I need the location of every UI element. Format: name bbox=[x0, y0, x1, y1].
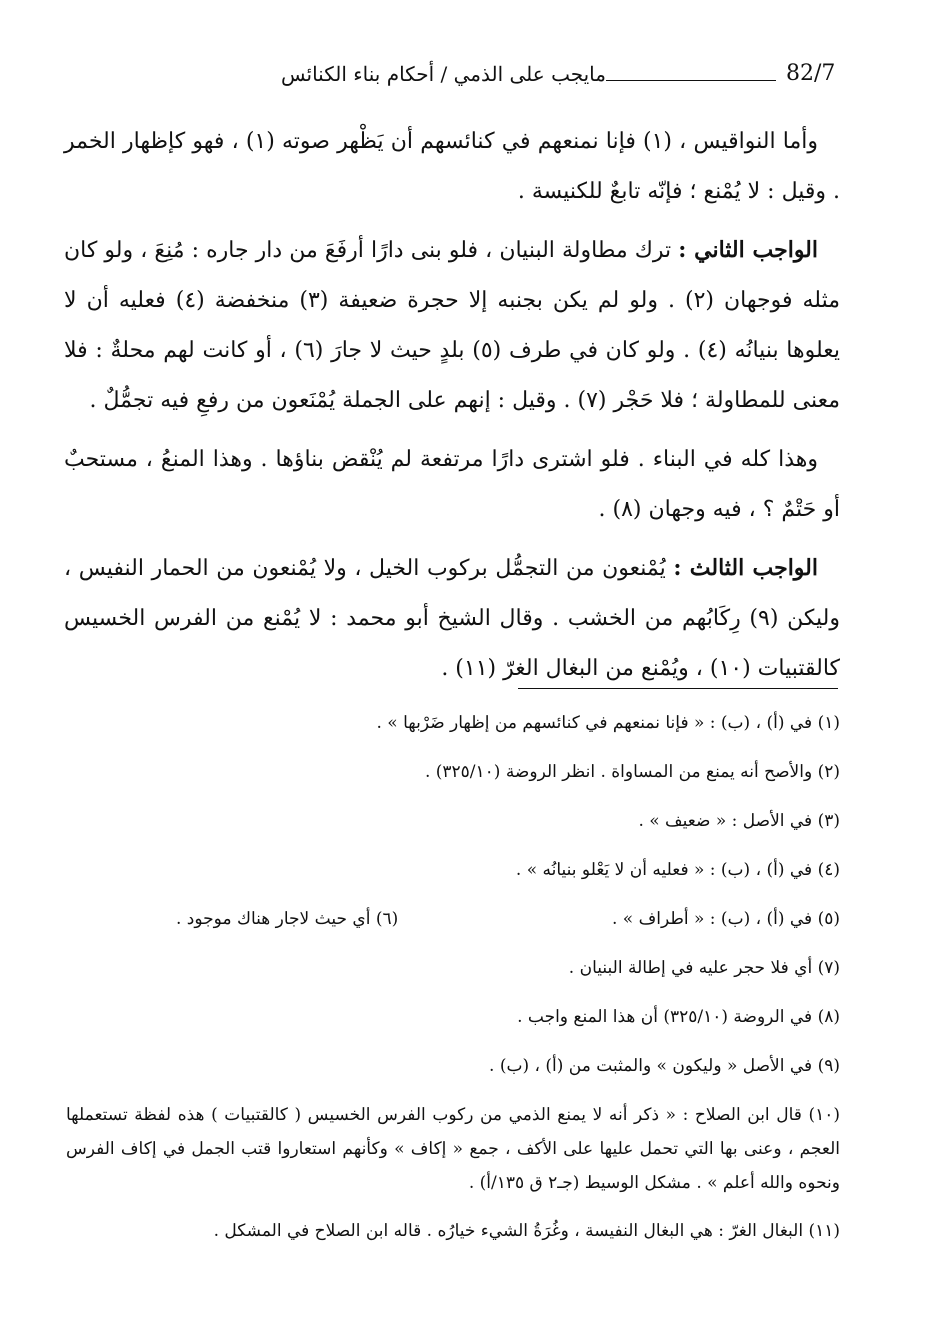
paragraph-text: وأما النواقيس ، (١) فإنا نمنعهم في كنائسهم أن يَظْهر صوته (١) ، فهو كإظهار الخمر . وقيل : لا يُمْنع ؛ فإنّه تابعٌ للكنيسة . bbox=[64, 129, 840, 204]
footnote: (٥) في (أ) ، (ب) : « أطراف » . bbox=[612, 909, 840, 929]
footnote: (٩) في الأصل « وليكون » والمثبت من (أ) ، (ب) . bbox=[489, 1056, 840, 1076]
header-title: مايجب على الذمي / أحكام بناء الكنائس bbox=[281, 62, 606, 86]
paragraph bbox=[64, 434, 840, 535]
paragraph bbox=[64, 543, 840, 694]
footnote-separator bbox=[518, 688, 838, 689]
footnote: (١٠) قال ابن الصلاح : « ذكر أنه لا يمنع الذمي من ركوب الفرس الخسيس ( كالقتبيات ) هذه لفظة تستعملها العجم ، وعنى بها التي تحمل عليها على الأكف ، جمع « إكاف » وكأنهم استعاروا قتب الجمل في إكاف الفرس ونحوه والله أعلم » . مشكل الوسيط (جـ٢ ق ١٣٥/أ) . bbox=[66, 1105, 840, 1193]
footnote: (١) في (أ) ، (ب) : « فإنا نمنعهم في كنائسهم من إظهار ضَرْبها » . bbox=[376, 713, 840, 733]
footnote: (٧) أي فلا حجر عليه في إطالة البنيان . bbox=[568, 958, 840, 978]
paragraph-text: يُمْنعون من التجمُّل بركوب الخيل ، ولا يُمْنعون من الحمار النفيس ، وليكن (٩) رِكَابُهم من الخشب . وقال الشيخ أبو محمد : لا يُمْنع من الفرس الخسيس كالقتبيات (١٠) ، ويُمْنع من البغال الغرّ (١١) . bbox=[64, 556, 840, 681]
footnote: (٢) والأصح أنه يمنع من المساواة . انظر الروضة (٣٢٥/١٠) . bbox=[424, 762, 840, 782]
header-rule bbox=[606, 80, 776, 81]
main-text bbox=[64, 116, 840, 702]
paragraph-text: وهذا كله في البناء . فلو اشترى دارًا مرتفعة لم يُنْقض بناؤها . وهذا المنعُ ، مستحبٌ أو حَتْمٌ ؟ ، فيه وجهان (٨) . bbox=[64, 447, 840, 522]
footnote: (٣) في الأصل : « ضعيف » . bbox=[638, 811, 840, 831]
paragraph bbox=[64, 116, 840, 217]
running-header bbox=[66, 60, 846, 94]
footnote: (٤) في (أ) ، (ب) : « فعليه أن لا يَعْلو بنيانُه » . bbox=[515, 860, 840, 880]
footnotes bbox=[66, 706, 840, 1263]
footnote: (٨) في الروضة (٣٢٥/١٠) أن هذا المنع واجب . bbox=[517, 1007, 840, 1027]
footnote: (٦) أي حيث لاجار هناك موجود . bbox=[176, 909, 399, 929]
paragraph-text: ترك مطاولة البنيان ، فلو بنى دارًا أرفَعَ من دار جاره : مُنِعَ ، ولو كان مثله فوجهان (٢) . ولو لم يكن بجنبه إلا حجرة ضعيفة (٣) منخفضة (٤) فعليه أن لا يعلوها بنيانُه (٤) . ولو كان في طرف (٥) بلدٍ حيث لا جارَ (٦) ، أو كانت لهم محلةٌ : فلا معنى للمطاولة ؛ فلا حَجْر (٧) . وقيل : إنهم على الجملة يُمْنَعون من رفعِ فيه تجمُّلٌ . bbox=[64, 238, 840, 413]
page-number: 82/7 bbox=[786, 61, 836, 86]
footnote: (١١) البغال الغرّ : هي البغال النفيسة ، وغُرَةُ الشيء خيارُه . قاله ابن الصلاح في المشكل . bbox=[213, 1221, 840, 1241]
paragraph-heading: الواجب الثالث : bbox=[673, 555, 818, 581]
paragraph-heading: الواجب الثاني : bbox=[678, 237, 818, 263]
paragraph bbox=[64, 225, 840, 426]
footnote-row bbox=[66, 902, 840, 937]
